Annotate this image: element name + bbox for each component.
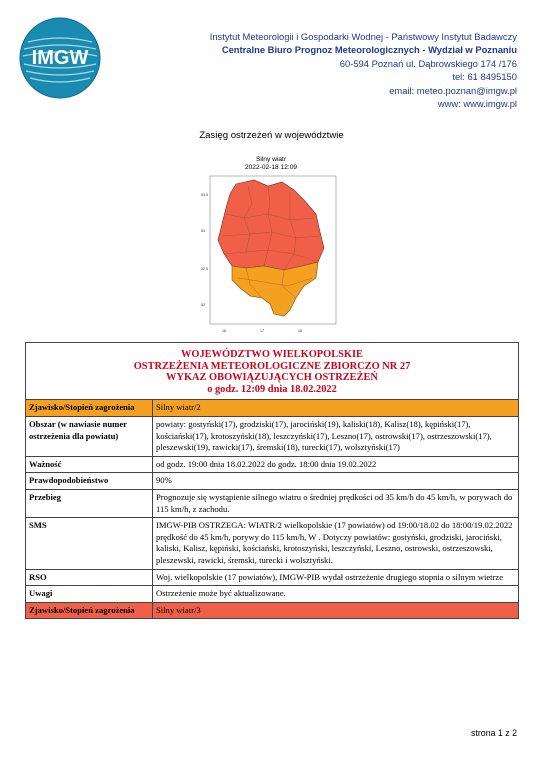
map-title	[198, 156, 344, 171]
row-value: Ostrzeżenie może być aktualizowane.	[153, 586, 519, 603]
svg-text:18: 18	[298, 329, 302, 333]
row-label: Prawdopodobieństwo	[26, 473, 153, 490]
website[interactable]: www: www.imgw.pl	[437, 98, 517, 110]
logo-text: IMGW	[31, 47, 89, 69]
svg-text:53: 53	[201, 229, 205, 233]
department-name: Centralne Biuro Prognoz Meteorologicznych - Wydział w Poznaniu	[221, 44, 517, 56]
row-label: Zjawisko/Stopień zagrożenia	[26, 400, 153, 417]
address: 60-594 Poznań ul. Dąbrowskiego 174 /176	[339, 57, 517, 69]
map-timestamp: 2022-02-18 12:09	[244, 163, 298, 171]
warning-map	[198, 156, 344, 340]
voivodeship-title: WOJEWÓDZTWO WIELKOPOLSKIE	[181, 349, 363, 360]
row-value: Silny wiatr/3	[153, 602, 519, 619]
row-value: IMGW-PIB OSTRZEGA: WIATR/2 wielkopolskie (17 powiatów) od 19:00/18.02 do 18:00/19.02.2022 prędkość do 45 km/h, porywy do 115 km/h, W . Dotyczy powiatów: gostyński, grodziski, jarociński, kaliski, Kalisz, kępiński, kościański, krotoszyński, leszczyński, Leszno, ostrowski, ostrzeszowski, pleszewski, rawicki, śremski, turecki i wolsztyński.	[153, 518, 519, 569]
row-label: Obszar (w nawiasie numer ostrzeżenia dla powiatu)	[26, 416, 153, 456]
row-value: 90%	[153, 473, 519, 490]
table-row	[26, 489, 519, 517]
email[interactable]: email: meteo.poznan@imgw.pl	[389, 84, 517, 96]
table-row	[26, 586, 519, 603]
table-row	[26, 602, 519, 619]
svg-text:53.5: 53.5	[201, 193, 208, 197]
row-value: Woj. wielkopolskie (17 powiatów), IMGW-PIB wydał ostrzeżenie drugiego stopnia o silnym wietrze	[153, 569, 519, 586]
issue-time: o godz. 12:09 dnia 18.02.2022	[207, 383, 337, 395]
page-number: strona 1 z 2	[471, 728, 517, 738]
map-phenomenon: Silny wiatr	[255, 156, 287, 163]
row-label: Ważność	[26, 456, 153, 473]
table-row	[26, 416, 519, 456]
row-label: RSO	[26, 569, 153, 586]
svg-text:16: 16	[222, 329, 226, 333]
row-value: powiaty: gostyński(17), grodziski(17), jarociński(19), kaliski(18), Kalisz(18), kępiński(17), kościański(17), krotoszyński(18), leszczyński(17), Leszno(17), ostrowski(17), ostrzeszowski(17), pleszewski(19), rawicki(17), śremski(18), turecki(17), wolsztyński(17)	[153, 416, 519, 456]
svg-text:52.5: 52.5	[201, 267, 208, 271]
svg-text:17: 17	[260, 329, 264, 333]
imgw-logo	[18, 16, 102, 100]
table-row	[26, 473, 519, 490]
warnings-list-title: WYKAZ OBOWIĄZUJĄCYCH OSTRZEŻEŃ	[166, 372, 378, 384]
institute-name: Instytut Meteorologii i Gospodarki Wodnej - Państwowy Instytut Badawczy	[209, 31, 517, 42]
svg-text:52: 52	[201, 303, 205, 307]
row-label: Przebieg	[26, 489, 153, 517]
bulletin-number: OSTRZEŻENIA METEOROLOGICZNE ZBIORCZO NR 27	[133, 360, 411, 372]
warning-table	[25, 342, 519, 619]
voivodeship-map	[198, 174, 344, 340]
row-value: Silny wiatr/2	[153, 400, 519, 417]
table-row	[26, 400, 519, 417]
row-value: Prognozuje się wystąpienie silnego wiatru o średniej prędkości od 35 km/h do 45 km/h, w porywach do 115 km/h, z zachodu.	[153, 489, 519, 517]
row-label: Uwagi	[26, 586, 153, 603]
table-row	[26, 569, 519, 586]
table-row	[26, 456, 519, 473]
row-value: od godz. 19:00 dnia 18.02.2022 do godz. 18:00 dnia 19.02.2022	[153, 456, 519, 473]
warning-header	[26, 343, 519, 400]
range-title: Zasięg ostrzeżeń w województwie	[199, 130, 344, 141]
institute-info	[210, 30, 517, 110]
row-label: SMS	[26, 518, 153, 569]
phone: tel: 61 8495150	[452, 71, 517, 83]
table-row	[26, 518, 519, 569]
row-label: Zjawisko/Stopień zagrożenia	[26, 602, 153, 619]
